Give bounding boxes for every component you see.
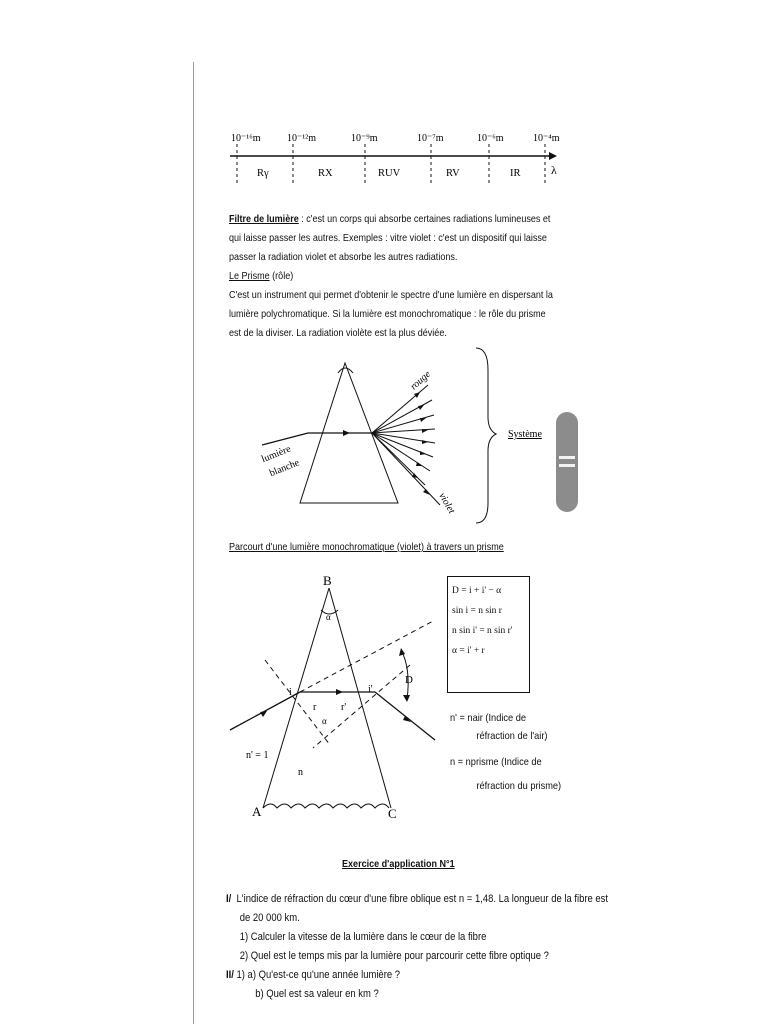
prism-heading: Le Prisme <box>229 270 270 282</box>
deviation-D: D <box>405 674 413 686</box>
tick-label: 10⁻⁴m <box>533 133 560 144</box>
part-I-text2: de 20 000 km. <box>239 912 300 924</box>
prism-base-wavy <box>263 804 389 808</box>
index-notes <box>450 709 561 795</box>
label-violet: violet <box>436 490 457 516</box>
tick-label: 10⁻⁶m <box>477 133 504 144</box>
label-red: rouge <box>408 368 433 393</box>
exercise-title: Exercice d'application N°1 <box>342 858 455 870</box>
label-white-1: lumière <box>260 443 293 466</box>
spectrum-axis-arrow <box>549 152 557 160</box>
formula-snell-exit: n sin i' = n sin r' <box>452 626 513 636</box>
band-label: Rγ <box>257 168 269 179</box>
part-II-label: II/ <box>226 969 234 981</box>
part-I-label: I/ <box>226 893 232 905</box>
prism-face-left <box>263 588 329 808</box>
page-margin-line <box>193 62 194 1024</box>
formula-snell-entry: sin i = n sin r <box>452 606 502 616</box>
note-n-prism: n = nprisme (Indice de <box>450 756 542 768</box>
n-air-label: n' = 1 <box>246 750 269 761</box>
angle-i: i <box>289 687 292 698</box>
scrollbar-handle[interactable] <box>556 412 578 512</box>
band-label: RX <box>318 168 333 179</box>
angle-r-prime: r' <box>341 702 347 713</box>
formula-deviation: D = i + i' − α <box>452 586 502 596</box>
axis-lambda-label: λ <box>551 163 557 177</box>
exercise-body <box>226 890 608 1004</box>
question-1: 1) Calculer la vitesse de la lumière dans le cœur de la fibre <box>239 931 487 943</box>
spectrum-scale <box>225 128 565 188</box>
angle-i-prime: i' <box>368 684 373 695</box>
note-n-prism-2: réfraction du prisme) <box>476 780 562 792</box>
label-system: Système <box>508 429 542 440</box>
prism-heading-suffix: (rôle) <box>269 270 294 282</box>
formula-angle: α = i' + r <box>452 646 485 656</box>
filter-term: Filtre de lumière <box>229 213 299 225</box>
note-n-prime-2: réfraction de l'air) <box>476 730 548 742</box>
incident-extension <box>300 620 435 692</box>
filter-text: : c'est un corps qui absorbe certaines radiations lumineuses et qui laisse passer les autres. Exemples : vitre violet : c'est un dispositif qui laisse passer la radiation violet et absorbe les autres radiations. <box>229 213 551 263</box>
part-II-b: b) Quel est sa valeur en km ? <box>255 988 379 1000</box>
note-n-prime: n' = nair (Indice de <box>450 712 526 724</box>
tick-label: 10⁻¹²m <box>287 133 317 144</box>
tick-label: 10⁻¹⁶m <box>231 133 261 144</box>
alpha-top: α <box>326 612 331 622</box>
normal-left <box>265 660 330 745</box>
band-label: IR <box>510 168 521 179</box>
band-label: RV <box>446 168 460 179</box>
incident-ray <box>262 433 308 445</box>
filter-paragraph <box>229 210 559 267</box>
formula-box <box>447 576 530 693</box>
tick-label: 10⁻⁷m <box>417 133 444 144</box>
label-white-2: blanche <box>268 457 301 480</box>
part-II-a: 1) a) Qu'est-ce qu'une année lumière ? <box>236 969 401 981</box>
refraction-figure <box>225 570 440 825</box>
vertex-B: B <box>323 573 332 588</box>
system-brace <box>476 348 496 523</box>
prism-paragraph <box>229 267 559 343</box>
angle-r: r <box>313 702 317 713</box>
question-2: 2) Quel est le temps mis par la lumière pour parcourir cette fibre optique ? <box>239 950 549 962</box>
n-label: n <box>298 767 303 778</box>
vertex-C: C <box>388 806 397 821</box>
alpha-mid: α <box>322 716 327 726</box>
dispersed-rays <box>372 385 440 505</box>
path-caption: Parcourt d'une lumière monochromatique (violet) à travers un prisme <box>229 541 504 553</box>
band-label: RUV <box>378 168 401 179</box>
vertex-A: A <box>252 804 262 819</box>
tick-label: 10⁻⁹m <box>351 133 378 144</box>
dispersion-figure <box>250 345 550 530</box>
prism-text: C'est un instrument qui permet d'obtenir le spectre d'une lumière en dispersant la lumière polychromatique. Si la lumière est monochromatique : le rôle du prisme est de la diviser. La radiation violète est la plus déviée. <box>229 289 553 339</box>
part-I-text: L'indice de réfraction du cœur d'une fibre oblique est n = 1,48. La longueur de la fibre est <box>236 893 609 905</box>
